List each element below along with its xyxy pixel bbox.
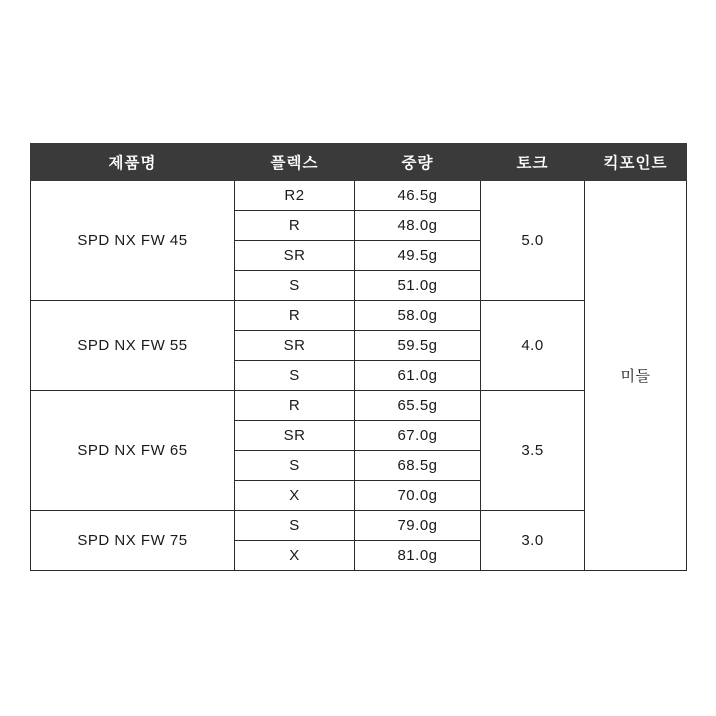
table-row xyxy=(31,181,687,211)
cell-flex: SR xyxy=(235,241,355,271)
cell-flex: R xyxy=(235,391,355,421)
cell-weight: 49.5g xyxy=(355,241,481,271)
cell-model: SPD NX FW 55 xyxy=(31,301,235,391)
cell-torque: 3.0 xyxy=(481,511,585,571)
cell-weight: 61.0g xyxy=(355,361,481,391)
cell-weight: 65.5g xyxy=(355,391,481,421)
cell-flex: SR xyxy=(235,421,355,451)
cell-flex: S xyxy=(235,361,355,391)
cell-model: SPD NX FW 75 xyxy=(31,511,235,571)
cell-weight: 46.5g xyxy=(355,181,481,211)
cell-weight: 67.0g xyxy=(355,421,481,451)
cell-model: SPD NX FW 45 xyxy=(31,181,235,301)
cell-weight: 79.0g xyxy=(355,511,481,541)
column-header-weight: 중량 xyxy=(355,144,481,181)
cell-flex: R2 xyxy=(235,181,355,211)
cell-weight: 68.5g xyxy=(355,451,481,481)
cell-flex: S xyxy=(235,271,355,301)
cell-weight: 70.0g xyxy=(355,481,481,511)
cell-flex: X xyxy=(235,541,355,571)
cell-weight: 48.0g xyxy=(355,211,481,241)
cell-weight: 59.5g xyxy=(355,331,481,361)
cell-weight: 58.0g xyxy=(355,301,481,331)
cell-kickpoint: 미들 xyxy=(585,181,687,571)
shaft-spec-table-container xyxy=(30,143,686,571)
table-body xyxy=(31,181,687,571)
cell-torque: 4.0 xyxy=(481,301,585,391)
table-header xyxy=(31,144,687,181)
cell-flex: X xyxy=(235,481,355,511)
cell-flex: S xyxy=(235,451,355,481)
column-header-kickpoint: 킥포인트 xyxy=(585,144,687,181)
cell-flex: SR xyxy=(235,331,355,361)
column-header-torque: 토크 xyxy=(481,144,585,181)
column-header-model: 제품명 xyxy=(31,144,235,181)
cell-flex: R xyxy=(235,211,355,241)
cell-flex: S xyxy=(235,511,355,541)
cell-torque: 3.5 xyxy=(481,391,585,511)
shaft-spec-table xyxy=(30,143,687,571)
cell-torque: 5.0 xyxy=(481,181,585,301)
cell-flex: R xyxy=(235,301,355,331)
cell-model: SPD NX FW 65 xyxy=(31,391,235,511)
cell-weight: 81.0g xyxy=(355,541,481,571)
column-header-flex: 플렉스 xyxy=(235,144,355,181)
cell-weight: 51.0g xyxy=(355,271,481,301)
table-header-row xyxy=(31,144,687,181)
